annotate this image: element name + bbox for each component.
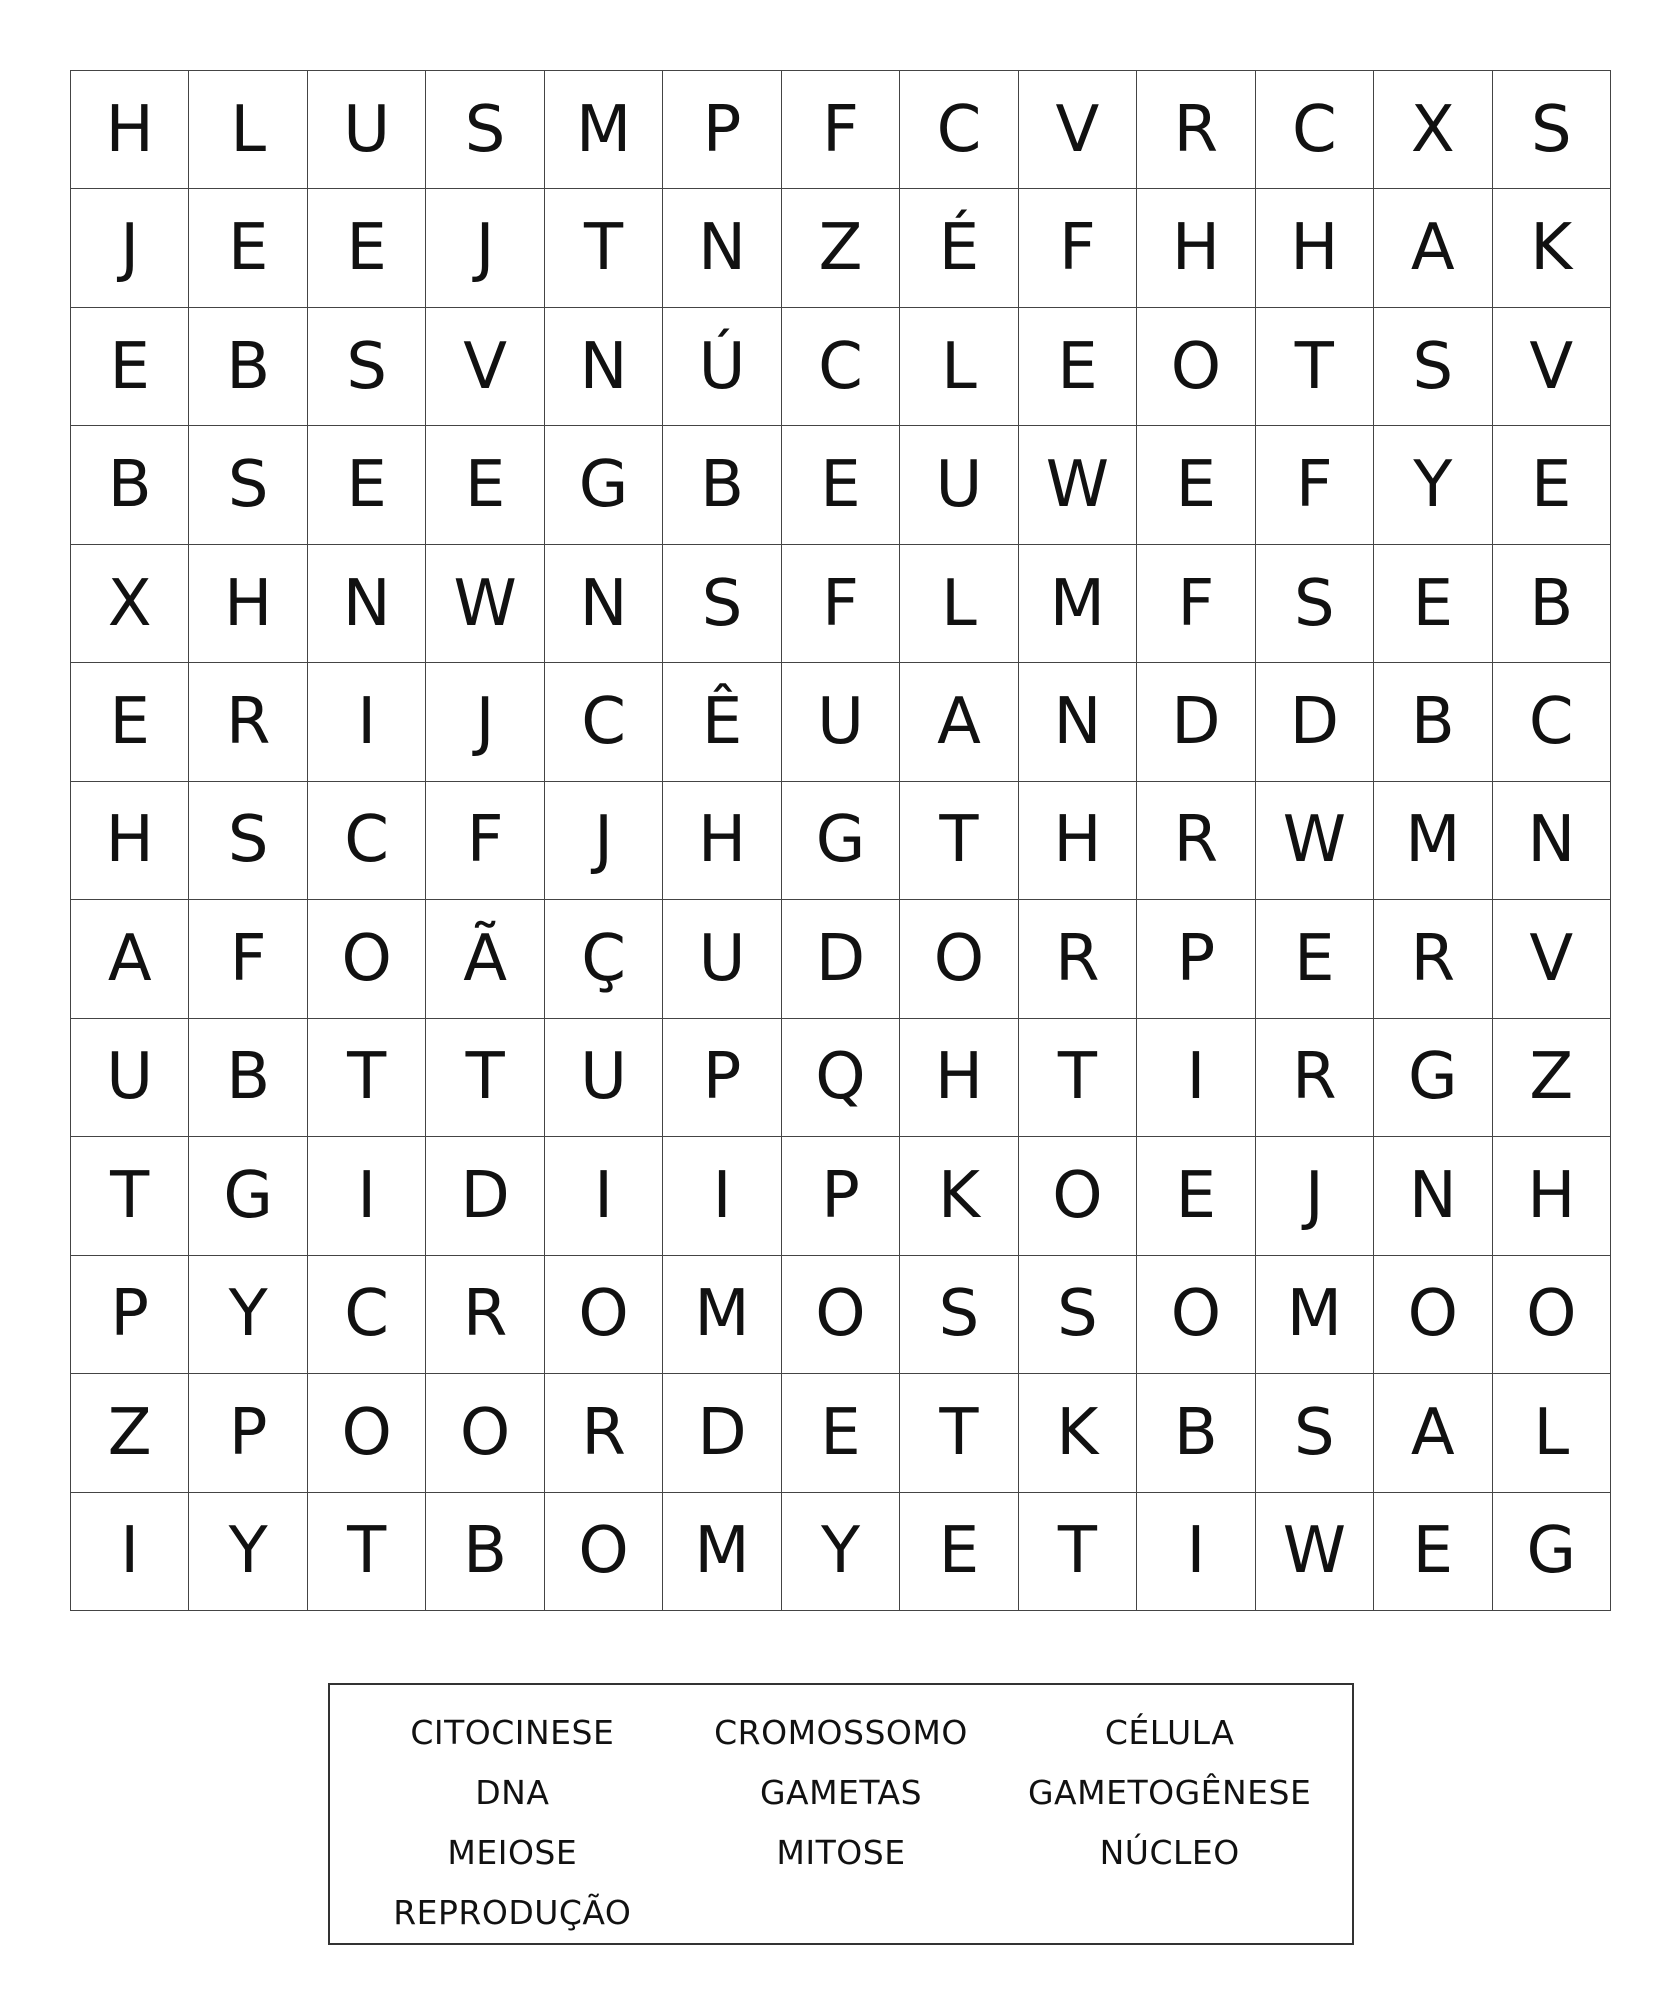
grid-cell[interactable]: R bbox=[1256, 1019, 1374, 1137]
grid-cell[interactable]: A bbox=[71, 900, 189, 1018]
grid-cell[interactable]: H bbox=[71, 782, 189, 900]
grid-cell[interactable]: J bbox=[1256, 1137, 1374, 1255]
grid-cell[interactable]: F bbox=[1256, 426, 1374, 544]
grid-cell[interactable]: E bbox=[782, 1374, 900, 1492]
grid-cell[interactable]: O bbox=[1137, 308, 1255, 426]
grid-cell[interactable]: H bbox=[900, 1019, 1018, 1137]
word-list-item: CROMOSSOMO bbox=[714, 1713, 968, 1752]
grid-cell[interactable]: V bbox=[1493, 308, 1611, 426]
grid-cell[interactable]: E bbox=[1019, 308, 1137, 426]
grid-cell[interactable]: U bbox=[71, 1019, 189, 1137]
word-list-item: CÉLULA bbox=[1104, 1713, 1235, 1752]
grid-cell[interactable]: D bbox=[782, 900, 900, 1018]
grid-cell[interactable]: K bbox=[1019, 1374, 1137, 1492]
grid-cell[interactable]: O bbox=[545, 1493, 663, 1611]
grid-cell[interactable]: W bbox=[1256, 782, 1374, 900]
grid-cell[interactable]: O bbox=[1374, 1256, 1492, 1374]
grid-cell[interactable]: E bbox=[308, 189, 426, 307]
grid-cell[interactable]: C bbox=[782, 308, 900, 426]
grid-cell[interactable]: D bbox=[663, 1374, 781, 1492]
grid-cell[interactable]: S bbox=[663, 545, 781, 663]
grid-cell[interactable]: K bbox=[900, 1137, 1018, 1255]
grid-cell[interactable]: O bbox=[782, 1256, 900, 1374]
grid-cell[interactable]: H bbox=[1019, 782, 1137, 900]
grid-cell[interactable]: P bbox=[663, 71, 781, 189]
grid-cell[interactable]: O bbox=[900, 900, 1018, 1018]
word-list bbox=[328, 1683, 1354, 1945]
grid-cell[interactable]: B bbox=[1493, 545, 1611, 663]
grid-cell[interactable]: N bbox=[308, 545, 426, 663]
grid-cell[interactable]: Z bbox=[71, 1374, 189, 1492]
grid-cell[interactable]: J bbox=[426, 189, 544, 307]
grid-cell[interactable]: N bbox=[545, 308, 663, 426]
word-list-item: GAMETAS bbox=[759, 1773, 923, 1812]
grid-cell[interactable]: W bbox=[426, 545, 544, 663]
word-list-item: REPRODUÇÃO bbox=[393, 1893, 632, 1932]
grid-cell[interactable]: W bbox=[1256, 1493, 1374, 1611]
grid-cell[interactable]: E bbox=[1493, 426, 1611, 544]
grid-cell[interactable]: J bbox=[426, 663, 544, 781]
grid-cell[interactable]: O bbox=[426, 1374, 544, 1492]
grid-cell[interactable]: Ê bbox=[663, 663, 781, 781]
grid-cell[interactable]: E bbox=[426, 426, 544, 544]
grid-cell[interactable]: P bbox=[663, 1019, 781, 1137]
grid-cell[interactable]: T bbox=[426, 1019, 544, 1137]
grid-cell[interactable]: B bbox=[1137, 1374, 1255, 1492]
grid-cell[interactable]: C bbox=[308, 1256, 426, 1374]
grid-cell[interactable]: H bbox=[1137, 189, 1255, 307]
grid-cell[interactable]: V bbox=[1493, 900, 1611, 1018]
grid-cell[interactable]: W bbox=[1019, 426, 1137, 544]
grid-cell[interactable]: E bbox=[900, 1493, 1018, 1611]
grid-cell[interactable]: T bbox=[1256, 308, 1374, 426]
grid-cell[interactable]: I bbox=[71, 1493, 189, 1611]
grid-cell[interactable]: V bbox=[426, 308, 544, 426]
grid-cell[interactable]: T bbox=[900, 782, 1018, 900]
grid-cell[interactable]: E bbox=[308, 426, 426, 544]
letter-grid bbox=[70, 70, 1611, 1611]
grid-cell[interactable]: I bbox=[308, 1137, 426, 1255]
grid-cell[interactable]: H bbox=[663, 782, 781, 900]
grid-cell[interactable]: V bbox=[1019, 71, 1137, 189]
grid-cell[interactable]: R bbox=[189, 663, 307, 781]
grid-cell[interactable]: O bbox=[1019, 1137, 1137, 1255]
grid-cell[interactable]: F bbox=[782, 545, 900, 663]
grid-cell[interactable]: T bbox=[71, 1137, 189, 1255]
grid-cell[interactable]: H bbox=[1493, 1137, 1611, 1255]
grid-cell[interactable]: Ç bbox=[545, 900, 663, 1018]
grid-cell[interactable]: E bbox=[1374, 1493, 1492, 1611]
grid-cell[interactable]: N bbox=[1374, 1137, 1492, 1255]
word-list-item: NÚCLEO bbox=[1099, 1833, 1240, 1872]
grid-cell[interactable]: É bbox=[900, 189, 1018, 307]
grid-cell[interactable]: U bbox=[782, 663, 900, 781]
grid-cell[interactable]: Y bbox=[189, 1493, 307, 1611]
grid-cell[interactable]: K bbox=[1493, 189, 1611, 307]
grid-cell[interactable]: L bbox=[900, 308, 1018, 426]
grid-cell[interactable]: T bbox=[1019, 1019, 1137, 1137]
grid-cell[interactable]: L bbox=[900, 545, 1018, 663]
word-list-item: MEIOSE bbox=[447, 1833, 578, 1872]
grid-cell[interactable]: I bbox=[1137, 1019, 1255, 1137]
grid-cell[interactable]: H bbox=[1256, 189, 1374, 307]
grid-cell[interactable]: T bbox=[545, 189, 663, 307]
grid-cell[interactable]: B bbox=[426, 1493, 544, 1611]
grid-cell[interactable]: N bbox=[545, 545, 663, 663]
grid-cell[interactable]: G bbox=[545, 426, 663, 544]
grid-cell[interactable]: M bbox=[1374, 782, 1492, 900]
grid-cell[interactable]: I bbox=[545, 1137, 663, 1255]
grid-cell[interactable]: S bbox=[1256, 545, 1374, 663]
grid-cell[interactable]: P bbox=[189, 1374, 307, 1492]
grid-cell[interactable]: R bbox=[545, 1374, 663, 1492]
grid-cell[interactable]: S bbox=[308, 308, 426, 426]
grid-cell[interactable]: G bbox=[782, 782, 900, 900]
grid-cell[interactable]: P bbox=[71, 1256, 189, 1374]
grid-cell[interactable]: C bbox=[900, 71, 1018, 189]
grid-cell[interactable]: Y bbox=[782, 1493, 900, 1611]
grid-cell[interactable]: Ã bbox=[426, 900, 544, 1018]
grid-cell[interactable]: R bbox=[1137, 782, 1255, 900]
grid-cell[interactable]: E bbox=[189, 189, 307, 307]
grid-cell[interactable]: E bbox=[782, 426, 900, 544]
grid-cell[interactable]: C bbox=[545, 663, 663, 781]
grid-cell[interactable]: E bbox=[1256, 900, 1374, 1018]
grid-cell[interactable]: D bbox=[1137, 663, 1255, 781]
grid-cell[interactable]: X bbox=[1374, 71, 1492, 189]
grid-cell[interactable]: F bbox=[1019, 189, 1137, 307]
grid-cell[interactable]: T bbox=[308, 1019, 426, 1137]
grid-cell[interactable]: Y bbox=[189, 1256, 307, 1374]
grid-cell[interactable]: U bbox=[545, 1019, 663, 1137]
grid-cell[interactable]: E bbox=[71, 308, 189, 426]
grid-cell[interactable]: J bbox=[545, 782, 663, 900]
grid-cell[interactable]: G bbox=[1374, 1019, 1492, 1137]
grid-cell[interactable]: Z bbox=[1493, 1019, 1611, 1137]
grid-cell[interactable]: F bbox=[189, 900, 307, 1018]
grid-cell[interactable]: M bbox=[1256, 1256, 1374, 1374]
grid-cell[interactable]: I bbox=[1137, 1493, 1255, 1611]
grid-cell[interactable]: J bbox=[71, 189, 189, 307]
grid-cell[interactable]: E bbox=[71, 663, 189, 781]
word-list-item: DNA bbox=[475, 1773, 550, 1812]
grid-cell[interactable]: C bbox=[1256, 71, 1374, 189]
grid-cell[interactable]: M bbox=[545, 71, 663, 189]
grid-cell[interactable]: E bbox=[1374, 545, 1492, 663]
grid-cell[interactable]: N bbox=[663, 189, 781, 307]
grid-cell[interactable]: R bbox=[426, 1256, 544, 1374]
grid-cell[interactable]: B bbox=[71, 426, 189, 544]
grid-cell[interactable]: T bbox=[900, 1374, 1018, 1492]
grid-cell[interactable]: N bbox=[1493, 782, 1611, 900]
grid-cell[interactable]: U bbox=[663, 900, 781, 1018]
grid-cell[interactable]: F bbox=[426, 782, 544, 900]
grid-cell[interactable]: E bbox=[1137, 426, 1255, 544]
grid-cell[interactable]: M bbox=[663, 1493, 781, 1611]
grid-cell[interactable]: L bbox=[189, 71, 307, 189]
grid-cell[interactable]: I bbox=[308, 663, 426, 781]
grid-cell[interactable]: R bbox=[1019, 900, 1137, 1018]
grid-cell[interactable]: Y bbox=[1374, 426, 1492, 544]
grid-cell[interactable]: O bbox=[1493, 1256, 1611, 1374]
grid-cell[interactable]: U bbox=[308, 71, 426, 189]
grid-cell[interactable]: D bbox=[1256, 663, 1374, 781]
word-list-item: MITOSE bbox=[776, 1833, 906, 1872]
grid-cell[interactable]: H bbox=[189, 545, 307, 663]
grid-cell[interactable]: B bbox=[189, 308, 307, 426]
grid-cell[interactable]: M bbox=[663, 1256, 781, 1374]
grid-cell[interactable]: B bbox=[663, 426, 781, 544]
grid-cell[interactable]: S bbox=[426, 71, 544, 189]
grid-cell[interactable]: E bbox=[1137, 1137, 1255, 1255]
grid-cell[interactable]: O bbox=[545, 1256, 663, 1374]
grid-cell[interactable]: A bbox=[1374, 1374, 1492, 1492]
grid-cell[interactable]: R bbox=[1137, 71, 1255, 189]
grid-cell[interactable]: D bbox=[426, 1137, 544, 1255]
grid-cell[interactable]: H bbox=[71, 71, 189, 189]
grid-cell[interactable]: O bbox=[308, 900, 426, 1018]
grid-cell[interactable]: T bbox=[1019, 1493, 1137, 1611]
grid-cell[interactable]: L bbox=[1493, 1374, 1611, 1492]
grid-cell[interactable]: A bbox=[900, 663, 1018, 781]
grid-cell[interactable]: B bbox=[1374, 663, 1492, 781]
grid-cell[interactable]: F bbox=[782, 71, 900, 189]
grid-cell[interactable]: I bbox=[663, 1137, 781, 1255]
grid-cell[interactable]: X bbox=[71, 545, 189, 663]
grid-cell[interactable]: N bbox=[1019, 663, 1137, 781]
grid-cell[interactable]: T bbox=[308, 1493, 426, 1611]
grid-cell[interactable]: S bbox=[900, 1256, 1018, 1374]
grid-cell[interactable]: P bbox=[782, 1137, 900, 1255]
grid-cell[interactable]: S bbox=[1493, 71, 1611, 189]
grid-cell[interactable]: G bbox=[1493, 1493, 1611, 1611]
grid-cell[interactable]: Z bbox=[782, 189, 900, 307]
grid-cell[interactable]: A bbox=[1374, 189, 1492, 307]
word-list-item: CITOCINESE bbox=[410, 1713, 615, 1752]
grid-cell[interactable]: C bbox=[308, 782, 426, 900]
word-list-item: GAMETOGÊNESE bbox=[1027, 1773, 1312, 1812]
grid-cell[interactable]: S bbox=[1019, 1256, 1137, 1374]
grid-cell[interactable]: O bbox=[1137, 1256, 1255, 1374]
grid-cell[interactable]: G bbox=[189, 1137, 307, 1255]
grid-cell[interactable]: O bbox=[308, 1374, 426, 1492]
grid-cell[interactable]: R bbox=[1374, 900, 1492, 1018]
grid-cell[interactable]: P bbox=[1137, 900, 1255, 1018]
grid-cell[interactable]: Ú bbox=[663, 308, 781, 426]
grid-cell[interactable]: Q bbox=[782, 1019, 900, 1137]
grid-cell[interactable]: M bbox=[1019, 545, 1137, 663]
grid-cell[interactable]: S bbox=[1256, 1374, 1374, 1492]
grid-cell[interactable]: S bbox=[189, 426, 307, 544]
grid-cell[interactable]: C bbox=[1493, 663, 1611, 781]
grid-cell[interactable]: U bbox=[900, 426, 1018, 544]
grid-cell[interactable]: S bbox=[1374, 308, 1492, 426]
grid-cell[interactable]: F bbox=[1137, 545, 1255, 663]
grid-cell[interactable]: B bbox=[189, 1019, 307, 1137]
grid-cell[interactable]: S bbox=[189, 782, 307, 900]
